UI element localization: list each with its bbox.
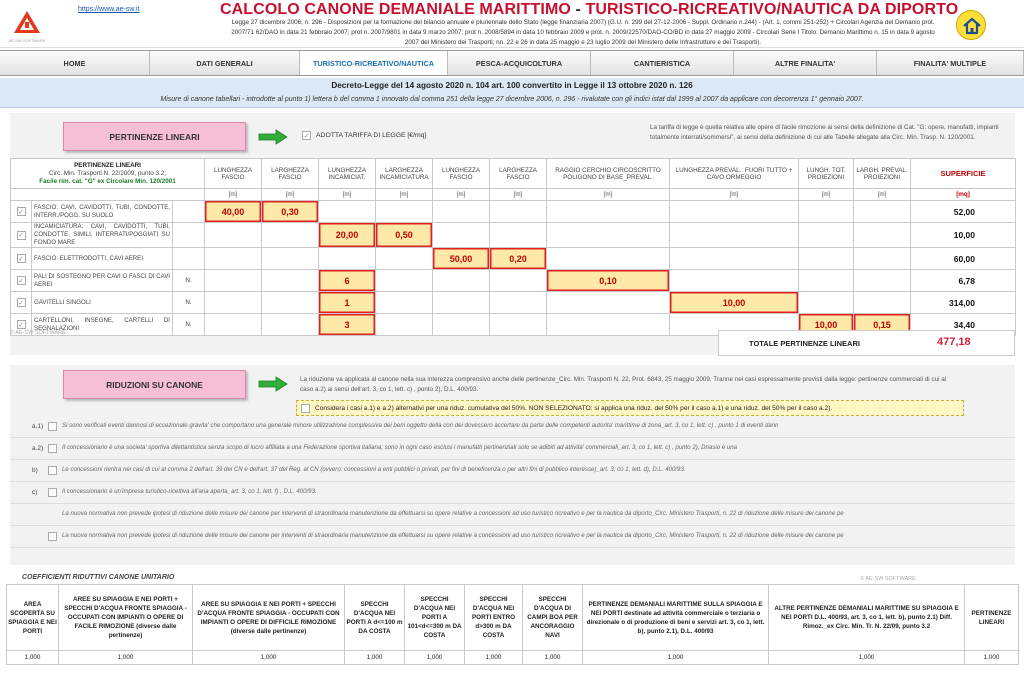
empty-cell [799,270,854,292]
app-logo-icon [12,9,42,39]
unit-cell: [mq] [911,189,1016,201]
unit-cell: [m] [205,189,262,201]
value-input[interactable]: 0,50 [376,223,433,248]
coefficienti-caption: COEFFICIENTI RIDUTTIVI CANONE UNITARIO [22,574,175,581]
coeff-value: 1,000 [193,651,345,665]
empty-cell [205,223,262,248]
col-header: LARGHEZZA FASCIO [262,159,319,189]
coeff-value: 1,000 [965,651,1019,665]
title-primary: CALCOLO CANONE DEMANIALE MARITTIMO [220,1,571,18]
riduzione-checkbox[interactable] [48,532,57,541]
empty-cell [433,270,490,292]
table-row [11,292,1016,314]
total-box [718,330,1015,356]
riduzione-text: Il concessionario è una societa' sportiva dilettantistica senza scopo di lucro affiliata a una Federazione sportiva italiana; sono in ogni caso esclusi i manufatti pertinenziali solo se adibiti ad attivita' commerciali_art. 3, co 1, lett. c) , punto 2), Dnasio è una [62,444,738,451]
coeff-value: 1,000 [769,651,965,665]
value-input[interactable]: 6 [319,270,376,292]
riduzione-text: La nuova normativa non prevede ipotesi di riduzione delle misure dei canone per interventi di straordinaria manutenzione da effettuarsi su opere relative a concessioni ad uso turistico ricreativo e per la nautica da diporto_Circ. Ministero Trasporti, n. 22 di riduzione delle misure dei canone pe [62,510,844,517]
pertinenze-lineari-button[interactable]: PERTINENZE LINEARI [63,122,246,151]
empty-cell [547,314,670,336]
coeff-value: 1,000 [583,651,769,665]
coeff-value: 1,000 [405,651,465,665]
riduzione-checkbox[interactable] [48,422,57,431]
nav-tabs [0,50,1024,76]
riduzione-checkbox[interactable] [48,488,57,497]
superficie-value: 60,00 [911,248,1016,270]
copyright-2: © AE-SW SOFTWARE [860,576,916,582]
empty-cell [547,248,670,270]
col-header: LARGHEZZA INCAMICIATURA [376,159,433,189]
coeff-header: SPECCHI D'ACQUA NEI PORTI A d<=100 m DA COSTA [345,585,405,651]
empty-cell [854,248,911,270]
option-checkbox[interactable] [301,404,310,413]
table-row [11,270,1016,292]
tab-dati-generali[interactable]: DATI GENERALI [150,51,300,75]
empty-cell [799,248,854,270]
empty-cell [670,223,799,248]
riduzione-label: b) [32,467,38,474]
empty-cell [262,223,319,248]
coeff-value: 1,000 [465,651,523,665]
row-unit: N. [173,314,205,336]
riduzioni-panel [10,365,1015,565]
row-checkbox[interactable]: ✓ [18,321,24,329]
col-header: LUNGHEZZA PREVAL.: FUORI TUTTO + CAVO ORMEGGIO [670,159,799,189]
unit-cell: [m] [799,189,854,201]
value-input[interactable]: 1 [319,292,376,314]
empty-cell [490,201,547,223]
empty-cell [670,270,799,292]
empty-cell [670,201,799,223]
empty-cell [854,292,911,314]
empty-cell [262,270,319,292]
row-checkbox-cell [11,292,32,314]
col-header: LUNGHEZZA FASCIO [433,159,490,189]
riduzione-label: c) [32,489,38,496]
coeff-header: SPECCHI D'ACQUA NEI PORTI A 101<d<=300 m DA COSTA [405,585,465,651]
table-row [11,201,1016,223]
coefficienti-table [6,584,1019,665]
value-input[interactable]: 0,20 [490,248,547,270]
riduzione-row-c [10,482,1015,504]
pertinenze-table [10,158,1016,336]
row-unit: N. [173,270,205,292]
row-unit: N. [173,292,205,314]
unit-cell: [m] [376,189,433,201]
riduzioni-button[interactable]: RIDUZIONI SU CANONE [63,370,246,399]
col-header-superficie: SUPERFICIE [911,159,1016,189]
value-input[interactable]: 50,00 [433,248,490,270]
empty-cell [262,248,319,270]
riduzione-text: La nuova normativa non prevede ipotesi di riduzione delle misure dei canone per interventi di straordinaria manutenzione da effettuarsi su opere relative a concessioni ad uso turistico ricreativo e per la nautica da diporto_Circ. Ministero Trasporti, n. 22 di riduzione delle misure dei canone pe [62,532,844,539]
empty-cell [854,270,911,292]
riduzione-label: a.1) [32,423,44,430]
empty-cell [433,223,490,248]
superficie-value: 6,78 [911,270,1016,292]
row-checkbox-cell [11,270,32,292]
tab-cantieristica[interactable]: CANTIERISTICA [591,51,734,75]
decree-subtitle: Misure di canone tabellari - introdotte al punto 1) lettera b del comma 1 innovato dal comma 251 della legge 27 dicembre 2006, n. 296 - rivalutate con gli indici istat dal 1999 al 2007 da applicare con decorrenza 1° gennaio 2007. [160,96,864,103]
header [0,0,1024,48]
riduzione-text: Si sono verificati eventi dannosi di eccezionale gravita' che comportano una generale minore utilizzazione complessiva dei beni oggetto della con dei dovessero accertare da parte delle competenti autorita' marittime di zona_art. 3, co 1, lett. c) , punto 1 di eventi dann [62,422,779,429]
unit-cell: [m] [490,189,547,201]
empty-cell [205,292,262,314]
row-unit [173,248,205,270]
row-description: GAVITELLI SINGOLI [32,292,173,314]
row-unit [173,223,205,248]
coeff-value: 1,000 [345,651,405,665]
home-icon[interactable] [956,10,986,40]
coeff-header: SPECCHI D'ACQUA NEI PORTI ENTRO d>300 m DA COSTA [465,585,523,651]
riduzione-checkbox[interactable] [48,444,57,453]
value-input[interactable]: 0,30 [262,201,319,223]
row-description: FASCIO: ELETTRODOTTI, CAVI AEREI [32,248,173,270]
unit-cell: [m] [854,189,911,201]
empty-cell [376,292,433,314]
empty-cell [319,201,376,223]
empty-cell [547,201,670,223]
riduzione-row-note2 [10,526,1015,548]
logo-caption: AE-SW SOFTWARE [8,38,46,43]
empty-cell [490,292,547,314]
riduzione-row-a2 [10,438,1015,460]
col-header: LUNGHEZZA FASCIO [205,159,262,189]
legge-reference: Legge 27 dicembre 2006, n. 296 - Disposizioni per la formazione del bilancio annuale e pluriennale dello Stato (legge finanziaria 2007) (G.U. n. 299 del 27-12-2006 - Suppl. Ordinario n.244) - (Art. 1, commi 251-252) + Circolari Agenzia del Demanio prot. 2007/71 62/DAO in data 21 febbraio 2007; prot n. 2007/9801 in data 9 marzo 2007; prot n. 2008/5894 in data 10 febbraio 2009 e prot. n. 2009/22570/DAO-CO/BD in data 27 maggio 2009 - Circolari Serie I Titolo: Demanio Marittimo n. 15 in data 9 agosto 2007 del Ministero dei Trasporti; nn. 22 e 26 in data 25 maggio e 23 luglio 2009 del Ministero delle Infrastrutture e dei Trasporti). [231,19,935,46]
coeff-value: 1,000 [7,651,59,665]
empty-cell [433,201,490,223]
superficie-value: 34,40 [911,314,1016,336]
table-row [11,248,1016,270]
riduzione-row-b [10,460,1015,482]
unit-cell: [m] [262,189,319,201]
col-header: LARGHEZZA FASCIO [490,159,547,189]
empty-cell [490,223,547,248]
empty-cell [262,292,319,314]
col-header: LUNGH. TOT. PROIEZIONI [799,159,854,189]
empty-cell [854,201,911,223]
row-checkbox[interactable]: ✓ [18,232,24,239]
value-input[interactable]: 20,00 [319,223,376,248]
unit-cell: [m] [670,189,799,201]
row-checkbox-cell [11,248,32,270]
tariffa-checkbox[interactable]: ✓ [303,132,310,140]
tab-turistico-ricreativo[interactable]: TURISTICO-RICREATIVO/NAUTICA [300,51,448,75]
total-label: TOTALE PERTINENZE LINEARI [749,339,860,348]
coeff-header: PERTINENZE DEMANIALI MARITTIME SULLA SPIAGGIA E NEI PORTI destinate ad attività commerciale o terziaria o direzionale o di produzione di beni e servizi art. 3, co 1, lett. b), punto 2.1), D.L. 400/93 [583,585,769,651]
option-label: Considera i casi a.1) e a.2) alternativi per una riduz. cumulativa del 50%. NON SELEZIONATO: si applica una riduz. del 50% per il caso a.1) e una riduz. del 50% per il caso a.2). [315,405,833,412]
coeff-header: AREA SCOPERTA SU SPIAGGIA E NEI PORTI [7,585,59,651]
table-units-row [11,189,1016,201]
row-unit [173,201,205,223]
superficie-value: 10,00 [911,223,1016,248]
value-input[interactable]: 3 [319,314,376,336]
empty-cell [854,223,911,248]
row-checkbox[interactable]: ✓ [18,255,24,263]
row-checkbox-cell [11,223,32,248]
title-secondary: TURISTICO-RICREATIVO/NAUTICA DA DIPORTO [585,1,959,18]
unit-cell: [m] [319,189,376,201]
value-input[interactable]: 10,00 [670,292,799,314]
title-separator: - [570,1,586,18]
value-input[interactable]: 0,10 [547,270,670,292]
unit-cell: [m] [547,189,670,201]
coeff-header: ALTRE PERTINENZE DEMANIALI MARITTIME SU SPIAGGIA E NEI PORTI D.L. 400/93, art. 3, co 1, lett. b), punto 2.1) Diff. Rimoz._ex Circ. Min. Tr. N. 22/09, punto 3.2 [769,585,965,651]
page-title [220,1,958,19]
table-header-row [11,159,1016,189]
row-description: FASCIO: CAVI, CAVIDOTTI, TUBI, CONDOTTE, INTERR./POGG. SU SUOLO [32,201,173,223]
copyright-1: © AE-SW SOFTWARE [10,330,66,336]
value-input[interactable]: 10,00 [799,314,854,336]
tab-pesca-acquicoltura[interactable]: PESCA-ACQUICOLTURA [448,51,591,75]
empty-cell [262,314,319,336]
riduzione-row-a1 [10,416,1015,438]
empty-cell [205,270,262,292]
tariffa-label: ADOTTA TARIFFA DI LEGGE [€/mq] [316,132,427,139]
riduzione-text: Il concessionario è un'impresa turistico-ricettiva all'aria aperta_art. 3, co 1, lett. f) , D.L. 400/93. [62,488,317,495]
tariffa-note: La tariffa di legge è quella relativa alle opere di facile rimozione ai sensi della definizione di Cat. "G: opere, manufatti, impianti totalmente interrati/sommersi", ai sensi della definizione di cui alle Tabelle allegate alla Circ. Min. Trasp. N. 120/2001. [650,124,999,141]
coeff-value: 1,000 [59,651,193,665]
pertinenze-rows [11,201,1016,336]
decree-title: Decreto-Legge del 14 agosto 2020 n. 104 art. 100 convertito in Legge il 13 ottobre 2020 n. 126 [331,81,693,90]
riduzioni-option[interactable] [296,400,964,416]
riduzione-text: Le concessioni rientra nei casi di cui al comma 2 dell'art. 39 del CN e dell'art. 37 del Reg. al CN (ovvero: concessioni a enti pubblici o privati, per fini di beneficenza o per altri fini di pubblico interesse)_art. 3, co 1, lett. d), D.L. 400/93. [62,466,686,473]
empty-cell [490,270,547,292]
empty-cell [799,292,854,314]
empty-cell [376,248,433,270]
value-input[interactable]: 0,15 [854,314,911,336]
empty-cell [670,248,799,270]
row-checkbox[interactable]: ✓ [18,299,24,307]
empty-cell [433,292,490,314]
coefficienti-header-row [7,585,1019,651]
row-description: INCAMICIATURA: CAVI, CAVIDOTTI, TUBI, CONDOTTE, SIMILI, INTERRATI/POGGIATI SU FONDO MARE [32,223,173,248]
empty-cell [205,248,262,270]
coefficienti-values-row [7,651,1019,665]
row-checkbox[interactable]: ✓ [18,208,24,216]
row-checkbox-cell [11,201,32,223]
empty-cell [433,314,490,336]
col-header: LARGH. PREVAL. PROIEZIONI [854,159,911,189]
riduzione-checkbox[interactable] [48,466,57,475]
value-input[interactable]: 40,00 [205,201,262,223]
decree-band [0,78,1024,108]
tab-home[interactable]: HOME [0,51,150,75]
empty-cell [205,314,262,336]
riduzioni-note: La riduzione va applicata al canone nella sua interezza comprensivo anche delle pertinenze_Circ. Min. Trasporti N. 22, Prot. 6843, 25 maggio 2009. Tranne nei casi espressamente previsti dalla legge: pertinenze commerciali di cui al caso a.2) ai sensi dell'art. 3, co 1, lett. c) , punto 2), D.L. 400/93. [300,376,947,393]
col-header: RAGGIO CERCHIO CIRCOSCRITTO POLIGONO DI BASE_PREVAL. [547,159,670,189]
riduzione-row-note1 [10,504,1015,526]
row-description: PALI DI SOSTEGNO PER CAVI O FASCI DI CAVI AEREI [32,270,173,292]
row-checkbox[interactable]: ✓ [18,277,24,285]
coeff-header: SPECCHI D'ACQUA DI CAMPI BOA PER ANCORAGGIO NAVI [523,585,583,651]
superficie-value: 52,00 [911,201,1016,223]
empty-cell [376,314,433,336]
coeff-value: 1,000 [523,651,583,665]
empty-cell [547,292,670,314]
empty-cell [376,270,433,292]
superficie-value: 314,00 [911,292,1016,314]
empty-cell [319,248,376,270]
col-header: LUNGHEZZA INCAMICIAT. [319,159,376,189]
empty-cell [376,201,433,223]
unit-cell: [m] [433,189,490,201]
table-row [11,223,1016,248]
table-left-header: PERTINENZE LINEARI Circ. Min. Trasporti N. 22/2009, punto 3.2; Facile rim. cat. "G" ex Circolare Min. 120/2001 [11,159,205,189]
arrow-right-icon [258,376,288,392]
empty-cell [799,201,854,223]
arrow-right-icon [258,129,288,145]
empty-cell [547,223,670,248]
tab-finalita-multiple[interactable]: FINALITA' MULTIPLE [877,51,1024,75]
coeff-header: PERTINENZE LINEARI [965,585,1019,651]
coeff-header: AREE SU SPIAGGIA E NEI PORTI + SPECCHI D'ACQUA FRONTE SPIAGGIA - OCCUPATI CON IMPIANTI O OPERE DI DIFFICILE RIMOZIONE (diverse dalle pertinenze) [193,585,345,651]
coeff-header: AREE SU SPIAGGIA E NEI PORTI + SPECCHI D'ACQUA FRONTE SPIAGGIA - OCCUPATI CON IMPIANTI O OPERE DI FACILE RIMOZIONE (diverse dalle pertinenze) [59,585,193,651]
total-value: 477,18 [937,336,971,348]
riduzione-label: a.2) [32,445,44,452]
tab-altre-finalita[interactable]: ALTRE FINALITA' [734,51,877,75]
website-link[interactable]: https://www.ae-sw.it [78,6,140,13]
row-description: CARTELLONI, INSEGNE, CARTELLI DI SEGNALAZIONI [32,314,173,336]
empty-cell [799,223,854,248]
empty-cell [490,314,547,336]
